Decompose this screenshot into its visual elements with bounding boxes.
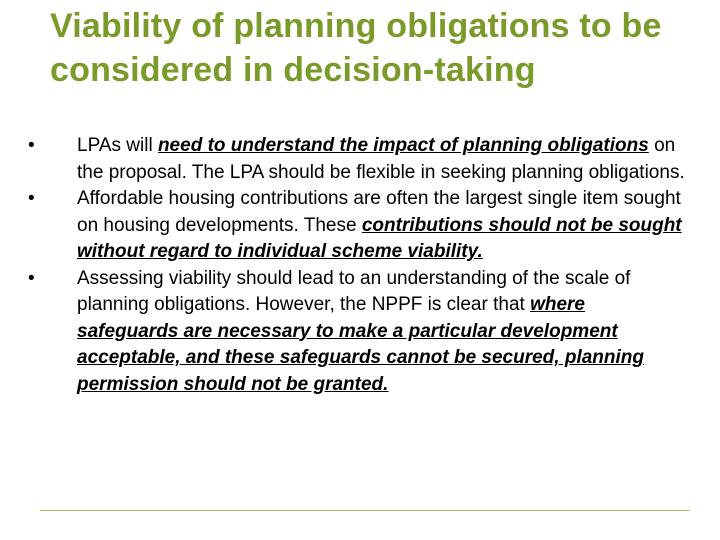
emphasis-text: need to understand the impact of planning obligations — [157, 135, 649, 156]
emphasis-text: contributions should not be sought without regard to individual scheme viability. — [77, 214, 682, 262]
emphasis-text: where safeguards are necessary to make a particular development acceptable, and these safeguards cannot be secured, planning permission should not be granted. — [77, 294, 644, 395]
footer-divider — [40, 510, 690, 511]
bullet-text: LPAs will — [77, 135, 158, 156]
bullet-item-lpas — [28, 133, 690, 186]
bullet-text: Assessing viability should lead to an understanding of the scale of planning obligations. However, the NPPF is clear that — [77, 267, 631, 315]
bullet-list — [28, 133, 690, 398]
bullet-text: on the proposal. The LPA should be flexible in seeking planning obligations. — [77, 135, 685, 183]
bullet-icon: • — [28, 135, 35, 156]
slide-title: Viability of planning obligations to be considered in decision-taking — [50, 7, 662, 89]
bullet-icon: • — [28, 267, 35, 289]
bullet-icon: • — [28, 188, 35, 209]
bullet-item-assessing-viability — [28, 266, 690, 399]
bullet-item-affordable-housing — [28, 186, 690, 266]
bullet-text: Affordable housing contributions are often the largest single item sought on housing developments. These — [77, 188, 681, 236]
